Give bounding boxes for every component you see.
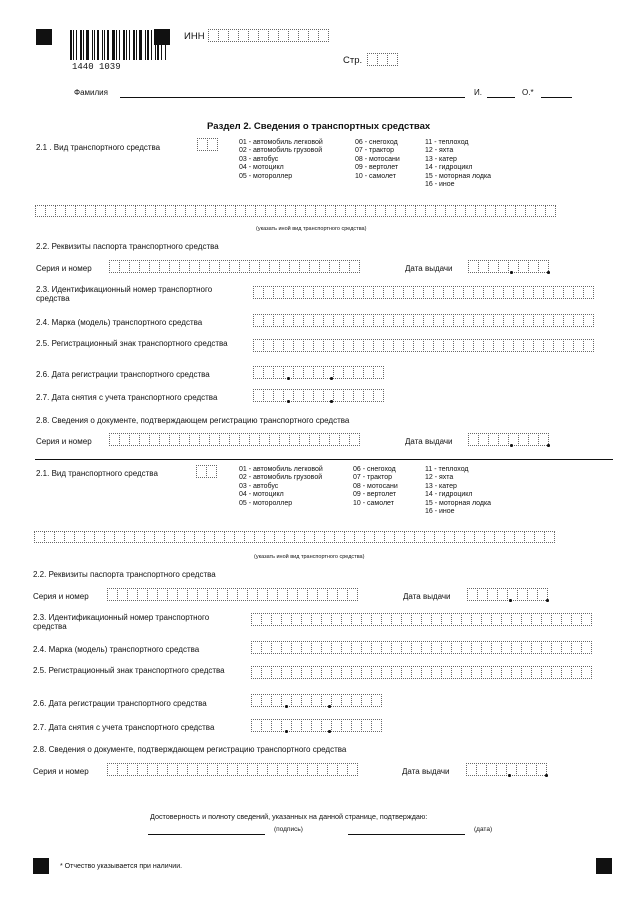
vehicle-code-item: 03 - автобус xyxy=(239,482,279,490)
passport-date-label: Дата выдачи xyxy=(405,264,453,273)
barcode-bar xyxy=(116,30,117,60)
barcode xyxy=(70,30,167,60)
vehicle-codes-col1 xyxy=(239,466,323,508)
initial-patronymic-label: О.* xyxy=(522,88,534,97)
vehicle-codes-col2 xyxy=(355,139,400,181)
brand-label: 2.4. Марка (модель) транспортного средства xyxy=(36,318,203,327)
vehicle-code-item: 03 - автобус xyxy=(239,155,279,163)
vehicle-type-code-field[interactable] xyxy=(196,465,216,478)
page-number-field[interactable] xyxy=(367,53,397,66)
input-cell[interactable] xyxy=(581,641,592,654)
reg-sign-field[interactable] xyxy=(251,666,591,679)
passport-details-label: 2.2. Реквизиты паспорта транспортного средства xyxy=(36,242,219,251)
date-separator xyxy=(285,705,288,708)
vehicle-code-item: 01 - автомобиль легковой xyxy=(239,466,323,473)
vehicle-code-item: 06 - снегоход xyxy=(355,139,398,146)
reg-doc-series-label: Серия и номер xyxy=(33,767,89,776)
signature-line[interactable] xyxy=(148,834,265,835)
barcode-bar xyxy=(139,30,142,60)
date-separator xyxy=(330,400,333,403)
input-cell[interactable] xyxy=(583,286,594,299)
initial-name-label: И. xyxy=(474,88,482,97)
vehicle-type-code-field[interactable] xyxy=(197,138,217,151)
passport-date-label: Дата выдачи xyxy=(403,592,451,601)
dereg-date-label: 2.7. Дата снятия с учета транспортного средства xyxy=(36,393,218,402)
barcode-bar xyxy=(161,30,162,60)
input-cell[interactable] xyxy=(371,694,382,707)
date-separator xyxy=(287,377,290,380)
date-separator xyxy=(508,774,511,777)
input-cell[interactable] xyxy=(371,719,382,732)
barcode-bar xyxy=(97,30,99,60)
vehicle-code-item: 11 - теплоход xyxy=(425,466,469,473)
vehicle-code-item: 04 - мотоцикл xyxy=(239,491,284,499)
dereg-date-field[interactable] xyxy=(253,389,383,402)
barcode-bar xyxy=(151,30,152,60)
vehicle-code-item: 02 - автомобиль грузовой xyxy=(239,474,323,482)
date-separator xyxy=(287,400,290,403)
input-cell[interactable] xyxy=(544,531,555,543)
corner-marker-bottom-right xyxy=(596,858,612,874)
page-label: Стр. xyxy=(343,55,363,66)
surname-label: Фамилия xyxy=(74,88,108,97)
passport-series-label: Серия и номер xyxy=(36,264,92,273)
date-separator xyxy=(547,444,550,447)
reg-doc-label: 2.8. Сведения о документе, подтверждающем регистрацию транспортного средства xyxy=(33,745,347,754)
corner-marker-bottom-left xyxy=(33,858,49,874)
vehicle-code-item: 05 - мотороллер xyxy=(239,172,293,180)
input-cell[interactable] xyxy=(583,314,594,327)
initial-patronymic-line[interactable] xyxy=(541,97,572,98)
vehicle-type-label: 2.1. Вид транспортного средства xyxy=(36,469,158,478)
barcode-bar xyxy=(123,30,125,60)
barcode-bar xyxy=(107,30,109,60)
barcode-bar xyxy=(119,30,120,60)
barcode-bar xyxy=(80,30,82,60)
reg-date-field[interactable] xyxy=(251,694,381,707)
date-separator xyxy=(510,271,513,274)
vehicle-code-item: 14 - гидроцикл xyxy=(425,164,473,172)
vin-field[interactable] xyxy=(251,613,591,626)
vehicle-code-item: 13 - катер xyxy=(425,482,457,490)
input-cell[interactable] xyxy=(545,205,556,217)
input-cell[interactable] xyxy=(347,763,358,776)
barcode-bar xyxy=(92,30,93,60)
passport-series-label: Серия и номер xyxy=(33,592,89,601)
barcode-bar xyxy=(94,30,95,60)
vehicle-code-item: 16 - иное xyxy=(425,508,455,516)
barcode-bar xyxy=(157,30,159,60)
vehicle-code-item: 12 - яхта xyxy=(425,474,454,482)
date-separator xyxy=(285,730,288,733)
reg-doc-date-label: Дата выдачи xyxy=(402,767,450,776)
vehicle-code-item: 01 - автомобиль легковой xyxy=(239,139,323,146)
date-separator xyxy=(330,377,333,380)
vin-field[interactable] xyxy=(253,286,593,299)
vehicle-code-item: 08 - мотосани xyxy=(355,155,400,163)
barcode-bar xyxy=(83,30,84,60)
passport-date-field[interactable] xyxy=(467,588,547,601)
input-cell[interactable] xyxy=(207,138,218,151)
reg-sign-label: 2.5. Регистрационный знак транспортного средства xyxy=(33,666,225,675)
corner-marker-top-left xyxy=(36,29,52,45)
barcode-bar xyxy=(126,30,127,60)
initial-name-line[interactable] xyxy=(487,97,515,98)
reg-date-label: 2.6. Дата регистрации транспортного средства xyxy=(36,370,210,379)
vehicle-codes-col3 xyxy=(425,466,491,516)
barcode-bar xyxy=(112,30,115,60)
passport-series-field[interactable] xyxy=(109,260,359,273)
date-separator xyxy=(546,599,549,602)
vehicle-codes-col3 xyxy=(425,139,491,189)
barcode-bar xyxy=(76,30,77,60)
barcode-bar xyxy=(145,30,146,60)
barcode-bar xyxy=(102,30,103,60)
date-separator xyxy=(328,730,331,733)
input-cell[interactable] xyxy=(347,588,358,601)
passport-details-label: 2.2. Реквизиты паспорта транспортного средства xyxy=(33,570,216,579)
confirmation-text: Достоверность и полноту сведений, указанных на данной странице, подтверждаю: xyxy=(150,812,428,821)
date-separator xyxy=(509,599,512,602)
reg-doc-date-field[interactable] xyxy=(468,433,548,446)
vehicle-code-item: 10 - самолет xyxy=(355,172,396,180)
reg-doc-date-label: Дата выдачи xyxy=(405,437,453,446)
date-line[interactable] xyxy=(348,834,465,835)
input-cell[interactable] xyxy=(318,29,329,42)
input-cell[interactable] xyxy=(387,53,398,66)
vehicle-code-item: 15 - моторная лодка xyxy=(425,499,492,507)
vehicle-code-item: 15 - моторная лодка xyxy=(425,172,492,180)
input-cell[interactable] xyxy=(373,366,384,379)
vehicle-type-label: 2.1 . Вид транспортного средства xyxy=(36,143,161,152)
barcode-bar xyxy=(133,30,135,60)
vehicle-code-item: 05 - мотороллер xyxy=(239,499,293,507)
reg-doc-date-field[interactable] xyxy=(466,763,546,776)
vehicle-code-item: 02 - автомобиль грузовой xyxy=(239,147,323,155)
vehicle-code-item: 12 - яхта xyxy=(425,147,454,155)
input-cell[interactable] xyxy=(581,666,592,679)
barcode-number: 1440 1039 xyxy=(72,62,121,72)
barcode-bar xyxy=(155,30,156,60)
barcode-bar xyxy=(136,30,137,60)
vin-label: 2.3. Идентификационный номер транспортного средства xyxy=(33,613,210,631)
other-vehicle-type-field[interactable] xyxy=(34,531,554,543)
passport-date-field[interactable] xyxy=(468,260,548,273)
input-cell[interactable] xyxy=(373,389,384,402)
input-cell[interactable] xyxy=(583,339,594,352)
barcode-bar xyxy=(165,30,166,60)
reg-sign-label: 2.5. Регистрационный знак транспортного средства xyxy=(36,339,228,348)
date-separator xyxy=(545,774,548,777)
inn-field[interactable] xyxy=(208,29,328,42)
vehicle-code-item: 09 - вертолет xyxy=(355,164,399,172)
input-cell[interactable] xyxy=(349,433,360,446)
reg-doc-series-label: Серия и номер xyxy=(36,437,92,446)
reg-date-field[interactable] xyxy=(253,366,383,379)
vehicle-codes-col1 xyxy=(239,139,323,181)
dereg-date-label: 2.7. Дата снятия с учета транспортного средства xyxy=(33,723,215,732)
reg-doc-label: 2.8. Сведения о документе, подтверждающем регистрацию транспортного средства xyxy=(36,416,350,425)
dereg-date-field[interactable] xyxy=(251,719,381,732)
footnote: * Отчество указывается при наличии. xyxy=(60,863,183,870)
date-label: (дата) xyxy=(474,826,493,833)
input-cell[interactable] xyxy=(206,465,217,478)
signature-label: (подпись) xyxy=(274,826,303,833)
reg-doc-series-field[interactable] xyxy=(107,763,357,776)
barcode-bar xyxy=(73,30,74,60)
surname-line[interactable] xyxy=(120,97,465,98)
barcode-bar xyxy=(147,30,149,60)
other-vehicle-type-hint: (указать иной вид транспортного средства) xyxy=(256,226,367,232)
barcode-bar xyxy=(86,30,89,60)
brand-label: 2.4. Марка (модель) транспортного средства xyxy=(33,645,200,654)
date-separator xyxy=(328,705,331,708)
reg-sign-field[interactable] xyxy=(253,339,593,352)
vehicle-code-item: 08 - мотосани xyxy=(353,482,398,490)
vehicle-code-item: 07 - трактор xyxy=(355,147,395,155)
vehicle-code-item: 06 - снегоход xyxy=(353,466,396,473)
vehicle-code-item: 04 - мотоцикл xyxy=(239,164,284,172)
vehicle-code-item: 07 - трактор xyxy=(353,474,393,482)
inn-label: ИНН xyxy=(184,31,205,42)
vehicle-code-item: 13 - катер xyxy=(425,155,457,163)
reg-doc-series-field[interactable] xyxy=(109,433,359,446)
date-separator xyxy=(510,444,513,447)
block-divider xyxy=(35,459,613,460)
vin-label: 2.3. Идентификационный номер транспортного средства xyxy=(36,285,213,303)
barcode-bar xyxy=(70,30,72,60)
barcode-bar xyxy=(104,30,105,60)
vehicle-code-item: 09 - вертолет xyxy=(353,491,397,499)
barcode-bar xyxy=(129,30,130,60)
brand-field[interactable] xyxy=(251,641,591,654)
input-cell[interactable] xyxy=(349,260,360,273)
vehicle-code-item: 10 - самолет xyxy=(353,499,394,507)
other-vehicle-type-field[interactable] xyxy=(35,205,555,217)
section-title: Раздел 2. Сведения о транспортных средствах xyxy=(207,121,431,132)
other-vehicle-type-hint: (указать иной вид транспортного средства) xyxy=(254,554,365,560)
vehicle-code-item: 14 - гидроцикл xyxy=(425,491,473,499)
vehicle-code-item: 11 - теплоход xyxy=(425,139,469,146)
vehicle-codes-col2 xyxy=(353,466,398,508)
reg-date-label: 2.6. Дата регистрации транспортного средства xyxy=(33,699,207,708)
vehicle-code-item: 16 - иное xyxy=(425,181,455,189)
brand-field[interactable] xyxy=(253,314,593,327)
input-cell[interactable] xyxy=(581,613,592,626)
passport-series-field[interactable] xyxy=(107,588,357,601)
date-separator xyxy=(547,271,550,274)
